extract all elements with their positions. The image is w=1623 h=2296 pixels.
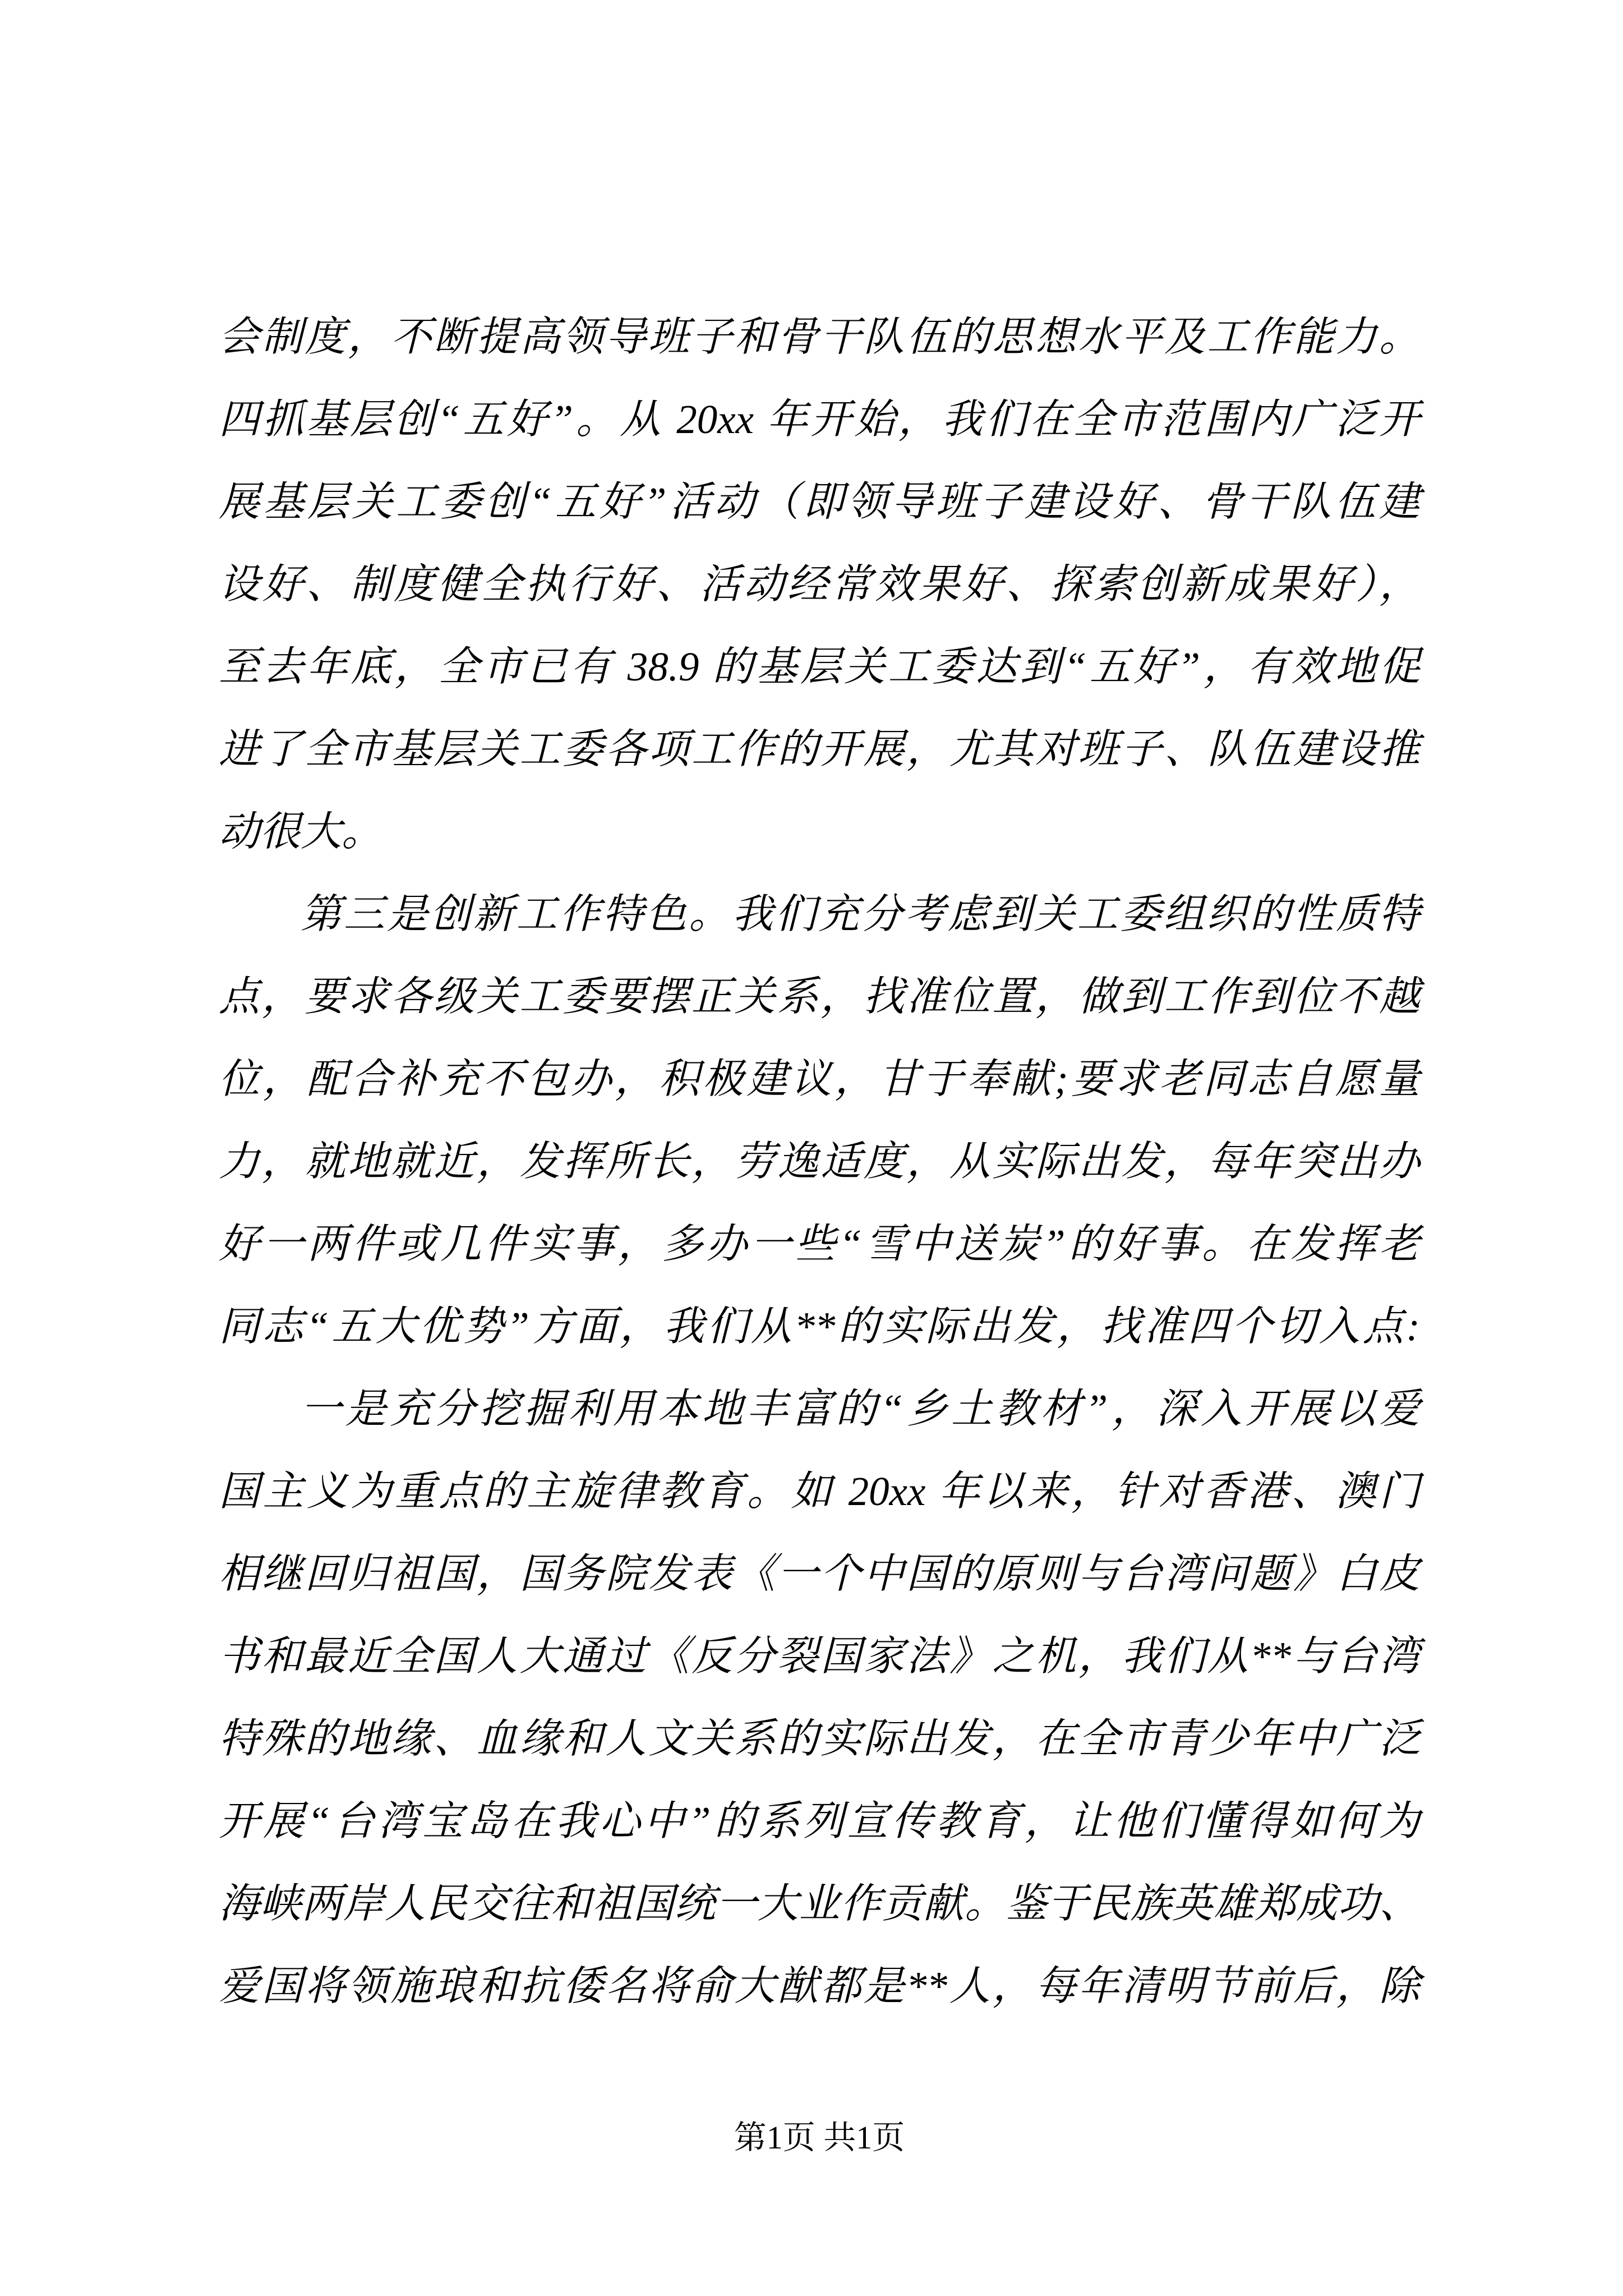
- text-line-16: 相继回归祖国，国务院发表《一个中国的原则与台湾问题》白皮: [219, 1551, 1420, 1596]
- text-line-6: 进了全市基层关工委各项工作的开展，尤其对班子、队伍建设推: [219, 726, 1420, 772]
- text-line-9: 点，要求各级关工委要摆正关系，找准位置，做到工作到位不越: [219, 974, 1420, 1019]
- text-line-7: 动很大。: [219, 809, 382, 854]
- text-line-3: 展基层关工委创“五好”活动（即领导班子建设好、骨干队伍建: [219, 479, 1420, 524]
- text-line-21: 爱国将领施琅和抗倭名将俞大猷都是**人，每年清明节前后，除: [219, 1963, 1420, 2009]
- text-line-19: 开展“台湾宝岛在我心中”的系列宣传教育，让他们懂得如何为: [219, 1798, 1420, 1844]
- text-line-4: 设好、制度健全执行好、活动经常效果好、探索创新成果好），: [219, 562, 1420, 607]
- text-line-8: 第三是创新工作特色。我们充分考虑到关工委组织的性质特: [301, 891, 1420, 937]
- text-line-12: 好一两件或几件实事，多办一些“雪中送炭”的好事。在发挥老: [219, 1221, 1420, 1267]
- document-body-text: [219, 296, 1420, 2027]
- text-line-18: 特殊的地缘、血缘和人文关系的实际出发，在全市青少年中广泛: [219, 1716, 1420, 1761]
- text-line-17: 书和最近全国人大通过《反分裂国家法》之机，我们从**与台湾: [219, 1634, 1420, 1679]
- text-line-20: 海峡两岸人民交往和祖国统一大业作贡献。鉴于民族英雄郑成功、: [219, 1881, 1420, 1926]
- text-line-14: 一是充分挖掘利用本地丰富的“乡土教材”，深入开展以爱: [301, 1386, 1420, 1432]
- text-line-5: 至去年底，全市已有 38.9 的基层关工委达到“五好”，有效地促: [219, 644, 1420, 689]
- text-line-10: 位，配合补充不包办，积极建议，甘于奉献;要求老同志自愿量: [219, 1056, 1420, 1102]
- text-line-1: 会制度，不断提高领导班子和骨干队伍的思想水平及工作能力。: [219, 314, 1420, 360]
- page-footer: 第1页 共1页: [734, 2119, 905, 2156]
- text-line-11: 力，就地就近，发挥所长，劳逸适度，从实际出发，每年突出办: [219, 1139, 1420, 1184]
- text-line-15: 国主义为重点的主旋律教育。如 20xx 年以来，针对香港、澳门: [219, 1469, 1420, 1514]
- text-line-13: 同志“五大优势”方面，我们从**的实际出发，找准四个切入点:: [219, 1304, 1420, 1349]
- text-line-2: 四抓基层创“五好”。从 20xx 年开始，我们在全市范围内广泛开: [219, 397, 1420, 442]
